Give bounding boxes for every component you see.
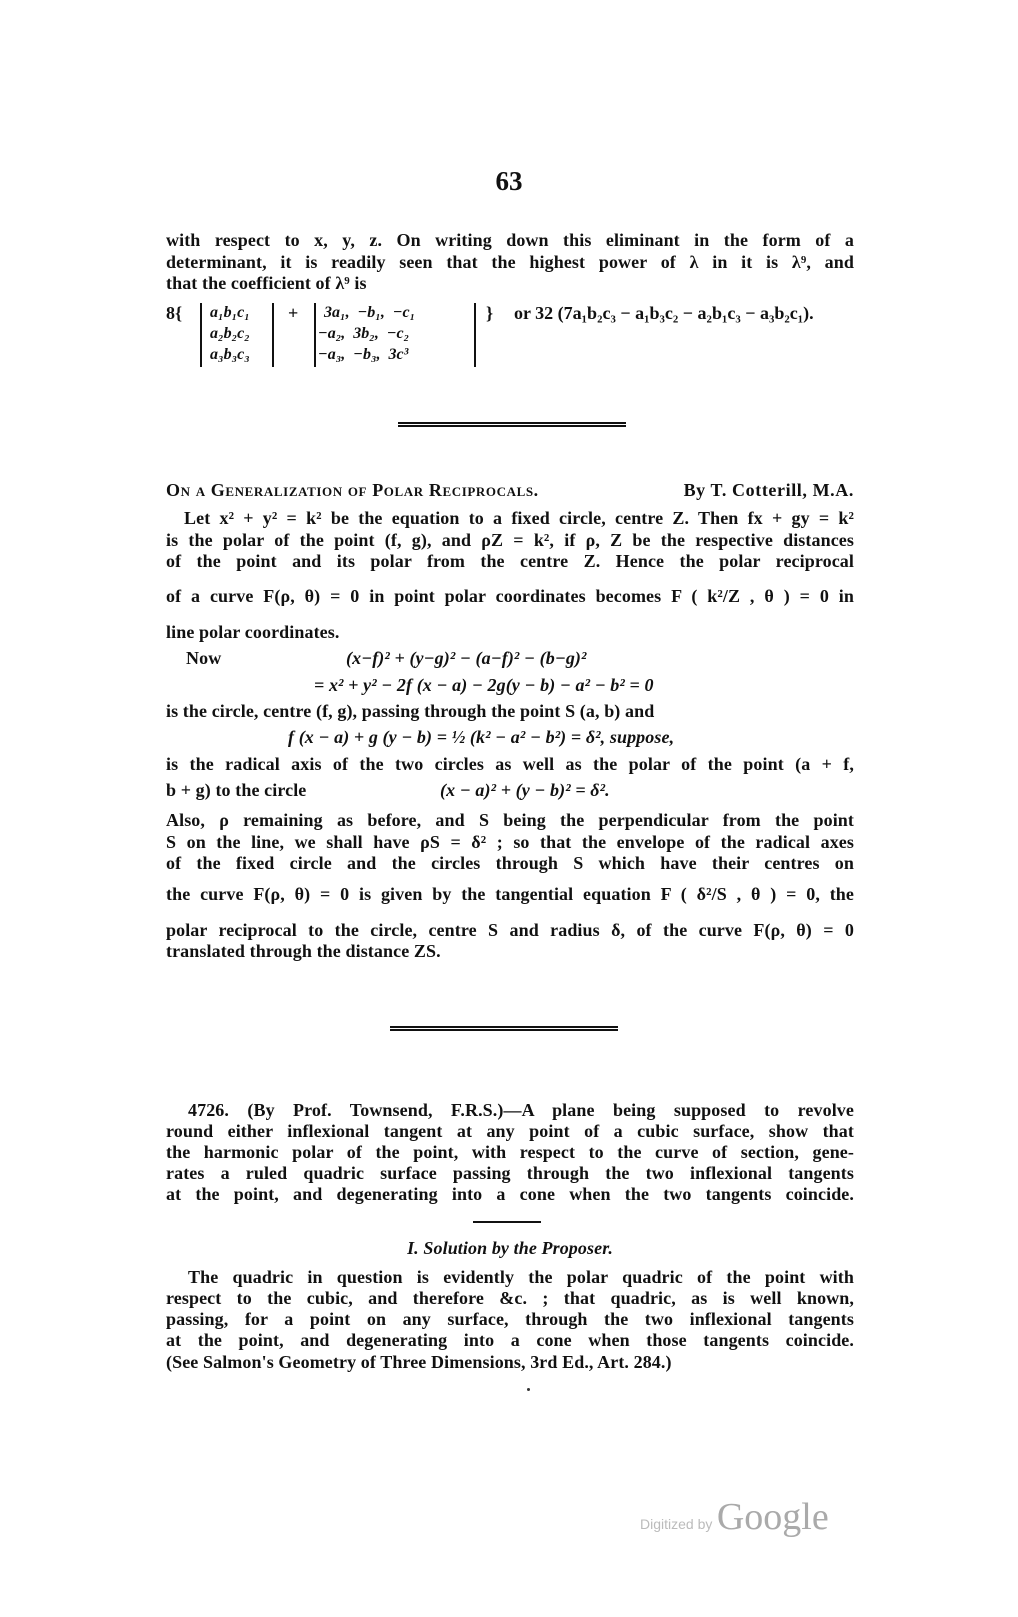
- question-line: the harmonic polar of the point, with respect to the curve of section, gene-: [166, 1142, 854, 1162]
- det-bar: [200, 303, 202, 367]
- det2-row: 3a₁, −b₁, −c₁: [324, 304, 416, 321]
- question-line: rates a ruled quadric surface passing through the two inflexional tangents: [166, 1163, 854, 1183]
- body-line: S on the line, we shall have ρS = δ² ; so that the envelope of the radical axes: [166, 832, 854, 852]
- intro-line: with respect to x, y, z. On writing down this eliminant in the form of a: [166, 230, 854, 250]
- det1-row: a₃b₃c₃: [210, 346, 250, 363]
- equation: (x − a)² + (y − b)² = δ².: [440, 780, 610, 800]
- det-bar: [474, 303, 476, 367]
- article-title-line: [166, 480, 854, 500]
- intro-line: determinant, it is readily seen that the highest power of λ in it is λ⁹, and: [166, 252, 854, 272]
- solution-line: The quadric in question is evidently the polar quadric of the point with: [188, 1267, 854, 1287]
- body-line: of a curve F(ρ, θ) = 0 in point polar coordinates becomes F ( k²/Z , θ ) = 0 in: [166, 586, 854, 606]
- body-line: the curve F(ρ, θ) = 0 is given by the tangential equation F ( δ²/S , θ ) = 0, the: [166, 884, 854, 904]
- equation: f (x − a) + g (y − b) = ½ (k² − a² − b²) = δ², suppose,: [288, 727, 675, 747]
- intro-line: that the coefficient of λ⁹ is: [166, 273, 367, 293]
- det-prefix: 8{: [166, 303, 183, 323]
- equation: (x−f)² + (y−g)² − (a−f)² − (b−g)²: [346, 648, 587, 668]
- solution-line: respect to the cubic, and therefore &c. ; that quadric, as is well known,: [166, 1288, 854, 1308]
- watermark-digitized: Digitized by: [640, 1516, 713, 1532]
- section-divider: [398, 422, 626, 427]
- det-plus: +: [288, 303, 299, 323]
- body-line: polar reciprocal to the circle, centre S and radius δ, of the curve F(ρ, θ) = 0: [166, 920, 854, 940]
- body-line: of the point and its polar from the centre Z. Hence the polar reciprocal: [166, 551, 854, 571]
- det-result: or 32 (7a₁b₂c₃ − a₁b₃c₂ − a₂b₁c₃ − a₃b₂c₁).: [514, 303, 814, 323]
- body-line: translated through the distance ZS.: [166, 941, 441, 961]
- body-line: Also, ρ remaining as before, and S being the perpendicular from the point: [166, 810, 854, 830]
- solution-heading: I. Solution by the Proposer.: [407, 1238, 613, 1258]
- page-number: 63: [495, 166, 523, 196]
- equation: = x² + y² − 2f (x − a) − 2g(y − b) − a² − b² = 0: [314, 675, 654, 695]
- article-title: On a Generalization of Polar Reciprocals.: [166, 480, 539, 500]
- det-close: }: [486, 303, 494, 323]
- stray-dot: [527, 1388, 530, 1391]
- question-line: 4726. (By Prof. Townsend, F.R.S.)—A plane being supposed to revolve: [188, 1100, 854, 1120]
- solution-line: (See Salmon's Geometry of Three Dimensions, 3rd Ed., Art. 284.): [166, 1352, 672, 1372]
- body-line: Let x² + y² = k² be the equation to a fixed circle, centre Z. Then fx + gy = k²: [184, 508, 854, 528]
- watermark-logo: Google: [716, 1496, 829, 1538]
- now-label: Now: [186, 648, 222, 668]
- section-divider: [390, 1026, 618, 1031]
- body-line: is the circle, centre (f, g), passing through the point S (a, b) and: [166, 701, 655, 721]
- det2-row: −a₃, −b₃, 3c³: [318, 346, 409, 363]
- solution-line: passing, for a point on any surface, through the two inflexional tangents: [166, 1309, 854, 1329]
- det-bar: [272, 303, 274, 367]
- body-line: of the fixed circle and the circles through S which have their centres on: [166, 853, 854, 873]
- google-watermark: [640, 1495, 829, 1539]
- body-line: is the polar of the point (f, g), and ρZ = k², if ρ, Z be the respective distances: [166, 530, 854, 550]
- det-bar: [314, 303, 316, 367]
- short-divider: [473, 1221, 541, 1223]
- body-line: b + g) to the circle: [166, 780, 307, 800]
- article-byline: By T. Cotterill, M.A.: [683, 480, 854, 500]
- det2-row: −a₂, 3b₂, −c₂: [318, 325, 410, 342]
- det1-row: a₁b₁c₁: [210, 304, 250, 321]
- question-line: at the point, and degenerating into a cone when the two tangents coincide.: [166, 1184, 854, 1204]
- det1-row: a₂b₂c₂: [210, 325, 250, 342]
- body-line: is the radical axis of the two circles as well as the polar of the point (a + f,: [166, 754, 854, 774]
- body-line: line polar coordinates.: [166, 622, 340, 642]
- question-line: round either inflexional tangent at any point of a cubic surface, show that: [166, 1121, 854, 1141]
- solution-line: at the point, and degenerating into a cone when those tangents coincide.: [166, 1330, 854, 1350]
